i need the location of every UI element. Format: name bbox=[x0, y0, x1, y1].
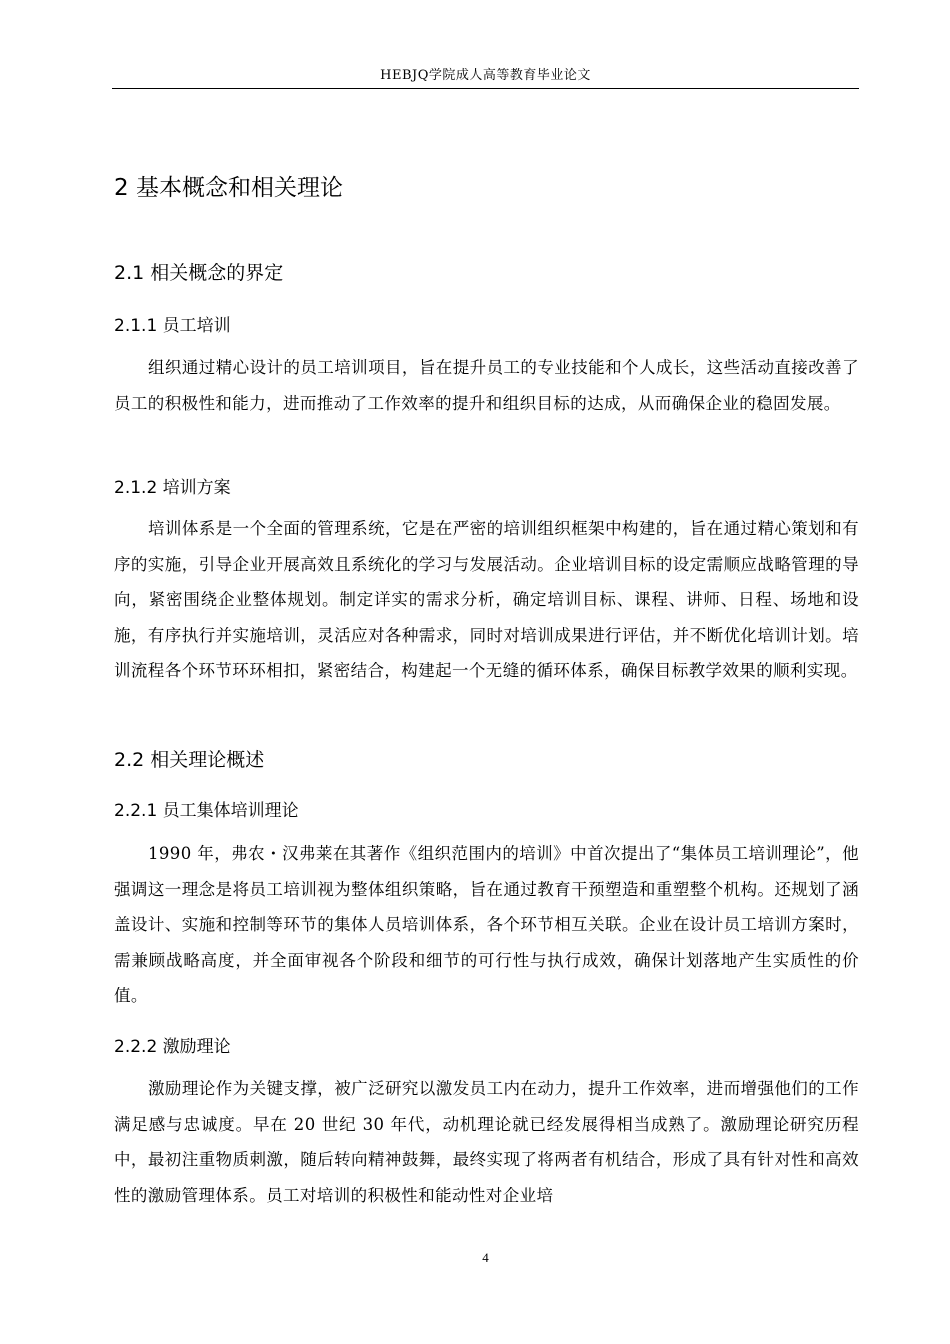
subsection-2-2-2-title: 2.2.2 激励理论 bbox=[114, 1037, 231, 1057]
subsection-2-1-2-body: 培训体系是一个全面的管理系统，它是在严密的培训组织框架中构建的，旨在通过精心策划和有序的实施，引导企业开展高效且系统化的学习与发展活动。企业培训目标的设定需顺应战略管理的导向，紧密围绕企业整体规划。制定详实的需求分析，确定培训目标、课程、讲师、日程、场地和设施，有序执行并实施培训，灵活应对各种需求，同时对培训成果进行评估，并不断优化培训计划。培训流程各个环节环环相扣，紧密结合，构建起一个无缝的循环体系，确保目标教学效果的顺利实现。 bbox=[114, 519, 859, 680]
header-divider bbox=[112, 88, 859, 89]
subsection-2-2-2-body: 激励理论作为关键支撑，被广泛研究以激发员工内在动力，提升工作效率，进而增强他们的工作满足感与忠诚度。早在 20 世纪 30 年代，动机理论就已经发展得相当成熟了。激励理论研究历程中，最初注重物质刺激，随后转向精神鼓舞，最终实现了将两者有机结合，形成了具有针对性和高效性的激励管理体系。员工对培训的积极性和能动性对企业培 bbox=[114, 1079, 859, 1205]
section-2-2-title: 2.2 相关理论概述 bbox=[114, 749, 265, 771]
subsection-2-1-1-title: 2.1.1 员工培训 bbox=[114, 316, 231, 336]
chapter-title: 2 基本概念和相关理论 bbox=[114, 175, 343, 201]
subsection-2-2-1-title: 2.2.1 员工集体培训理论 bbox=[114, 801, 299, 821]
page-number: 4 bbox=[482, 1250, 489, 1265]
subsection-2-2-1-body: 1990 年，弗农・汉弗莱在其著作《组织范围内的培训》中首次提出了“集体员工培训理论”，他强调这一理念是将员工培训视为整体组织策略，旨在通过教育干预塑造和重塑整个机构。还规划了涵盖设计、实施和控制等环节的集体人员培训体系，各个环节相互关联。企业在设计员工培训方案时，需兼顾战略高度，并全面审视各个阶段和细节的可行性与执行成效，确保计划落地产生实质性的价值。 bbox=[114, 844, 859, 1005]
running-header: HEBJQ学院成人高等教育毕业论文 bbox=[380, 68, 591, 83]
subsection-2-1-1-body: 组织通过精心设计的员工培训项目，旨在提升员工的专业技能和个人成长，这些活动直接改善了员工的积极性和能力，进而推动了工作效率的提升和组织目标的达成，从而确保企业的稳固发展。 bbox=[114, 358, 859, 413]
section-2-1-title: 2.1 相关概念的界定 bbox=[114, 262, 284, 284]
subsection-2-1-2-title: 2.1.2 培训方案 bbox=[114, 478, 231, 498]
